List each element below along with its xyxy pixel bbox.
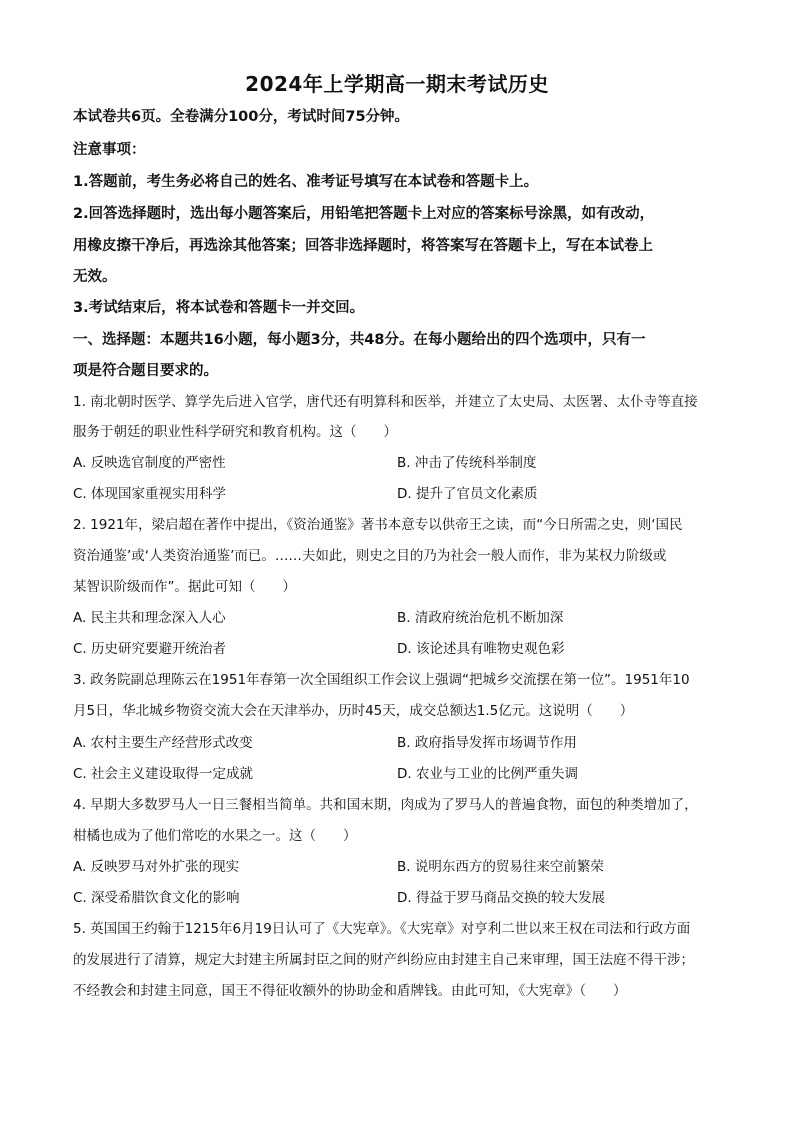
question-2-line-3: 某智识阶级而作”。据此可知（ ） <box>73 579 296 595</box>
question-1-option-c[interactable]: C. 体现国家重视实用科学 <box>73 486 227 502</box>
question-5-line-3: 不经教会和封建主同意，国王不得征收额外的协助金和盾牌钱。由此可知，《大宪章》（ ） <box>73 983 627 999</box>
question-4-option-d[interactable]: D. 得益于罗马商品交换的较大发展 <box>397 890 605 906</box>
question-1-line-2: 服务于朝廷的职业性科学研究和教育机构。这（ ） <box>73 424 397 440</box>
note-1: 1.答题前，考生务必将自己的姓名、准考证号填写在本试卷和答题卡上。 <box>73 174 539 190</box>
exam-intro: 本试卷共6页。全卷满分100分，考试时间75分钟。 <box>73 109 410 125</box>
question-2-line-1: 2. 1921年，梁启超在著作中提出，《资治通鉴》著书本意专以供帝王之读，而“今日所需之史，则‘国民 <box>73 517 683 533</box>
question-1-line-1: 1. 南北朝时医学、算学先后进入官学，唐代还有明算科和医举，并建立了太史局、太医署、太仆寺等直接 <box>73 394 698 410</box>
question-4-line-1: 4. 早期大多数罗马人一日三餐相当简单。共和国末期，肉成为了罗马人的普遍食物，面包的种类增加了， <box>73 797 698 813</box>
question-5-line-1: 5. 英国国王约翰于1215年6月19日认可了《大宪章》。《大宪章》对亨利二世以来王权在司法和行政方面 <box>73 921 691 937</box>
notes-heading: 注意事项： <box>73 142 146 158</box>
question-3-option-a[interactable]: A. 农村主要生产经营形式改变 <box>73 735 253 751</box>
question-3-line-2: 月5日，华北城乡物资交流大会在天津举办，历时45天，成交总额达1.5亿元。这说明（ ） <box>73 703 634 719</box>
note-2-line-2: 用橡皮擦干净后，再选涂其他答案；回答非选择题时，将答案写在答题卡上，写在本试卷上 <box>73 238 653 254</box>
question-3-option-d[interactable]: D. 农业与工业的比例严重失调 <box>397 766 578 782</box>
section-1-heading-line-2: 项是符合题目要求的。 <box>73 363 218 379</box>
note-2-line-3: 无效。 <box>73 269 117 285</box>
question-1-option-a[interactable]: A. 反映选官制度的严密性 <box>73 455 226 471</box>
note-2-line-1: 2.回答选择题时，选出每小题答案后，用铅笔把答题卡上对应的答案标号涂黑，如有改动， <box>73 206 655 222</box>
question-2-option-c[interactable]: C. 历史研究要避开统治者 <box>73 641 227 657</box>
question-3-option-b[interactable]: B. 政府指导发挥市场调节作用 <box>397 735 577 751</box>
question-3-line-1: 3. 政务院副总理陈云在1951年春第一次全国组织工作会议上强调“把城乡交流摆在第一位”。1951年10 <box>73 672 690 688</box>
question-2-option-d[interactable]: D. 该论述具有唯物史观色彩 <box>397 641 565 657</box>
note-3: 3.考试结束后，将本试卷和答题卡一并交回。 <box>73 300 365 316</box>
question-4-option-b[interactable]: B. 说明东西方的贸易往来空前繁荣 <box>397 859 604 875</box>
question-2-option-b[interactable]: B. 清政府统治危机不断加深 <box>397 610 564 626</box>
page-title: 2024年上学期高一期末考试历史 <box>245 72 549 96</box>
question-2-line-2: 资治通鉴’或‘人类资治通鉴’而已。……夫如此，则史之目的乃为社会一般人而作，非为某权力阶级或 <box>73 548 667 564</box>
question-4-line-2: 柑橘也成为了他们常吃的水果之一。这（ ） <box>73 828 357 844</box>
question-4-option-c[interactable]: C. 深受希腊饮食文化的影响 <box>73 890 240 906</box>
question-1-option-d[interactable]: D. 提升了官员文化素质 <box>397 486 538 502</box>
question-5-line-2: 的发展进行了清算，规定大封建主所属封臣之间的财产纠纷应由封建主自己来审理，国王法庭不得干涉； <box>73 952 694 968</box>
question-1-option-b[interactable]: B. 冲击了传统科举制度 <box>397 455 537 471</box>
question-2-option-a[interactable]: A. 民主共和理念深入人心 <box>73 610 226 626</box>
question-3-option-c[interactable]: C. 社会主义建设取得一定成就 <box>73 766 254 782</box>
question-4-option-a[interactable]: A. 反映罗马对外扩张的现实 <box>73 859 240 875</box>
section-1-heading-line-1: 一、选择题：本题共16小题，每小题3分，共48分。在每小题给出的四个选项中，只有一 <box>73 332 646 348</box>
